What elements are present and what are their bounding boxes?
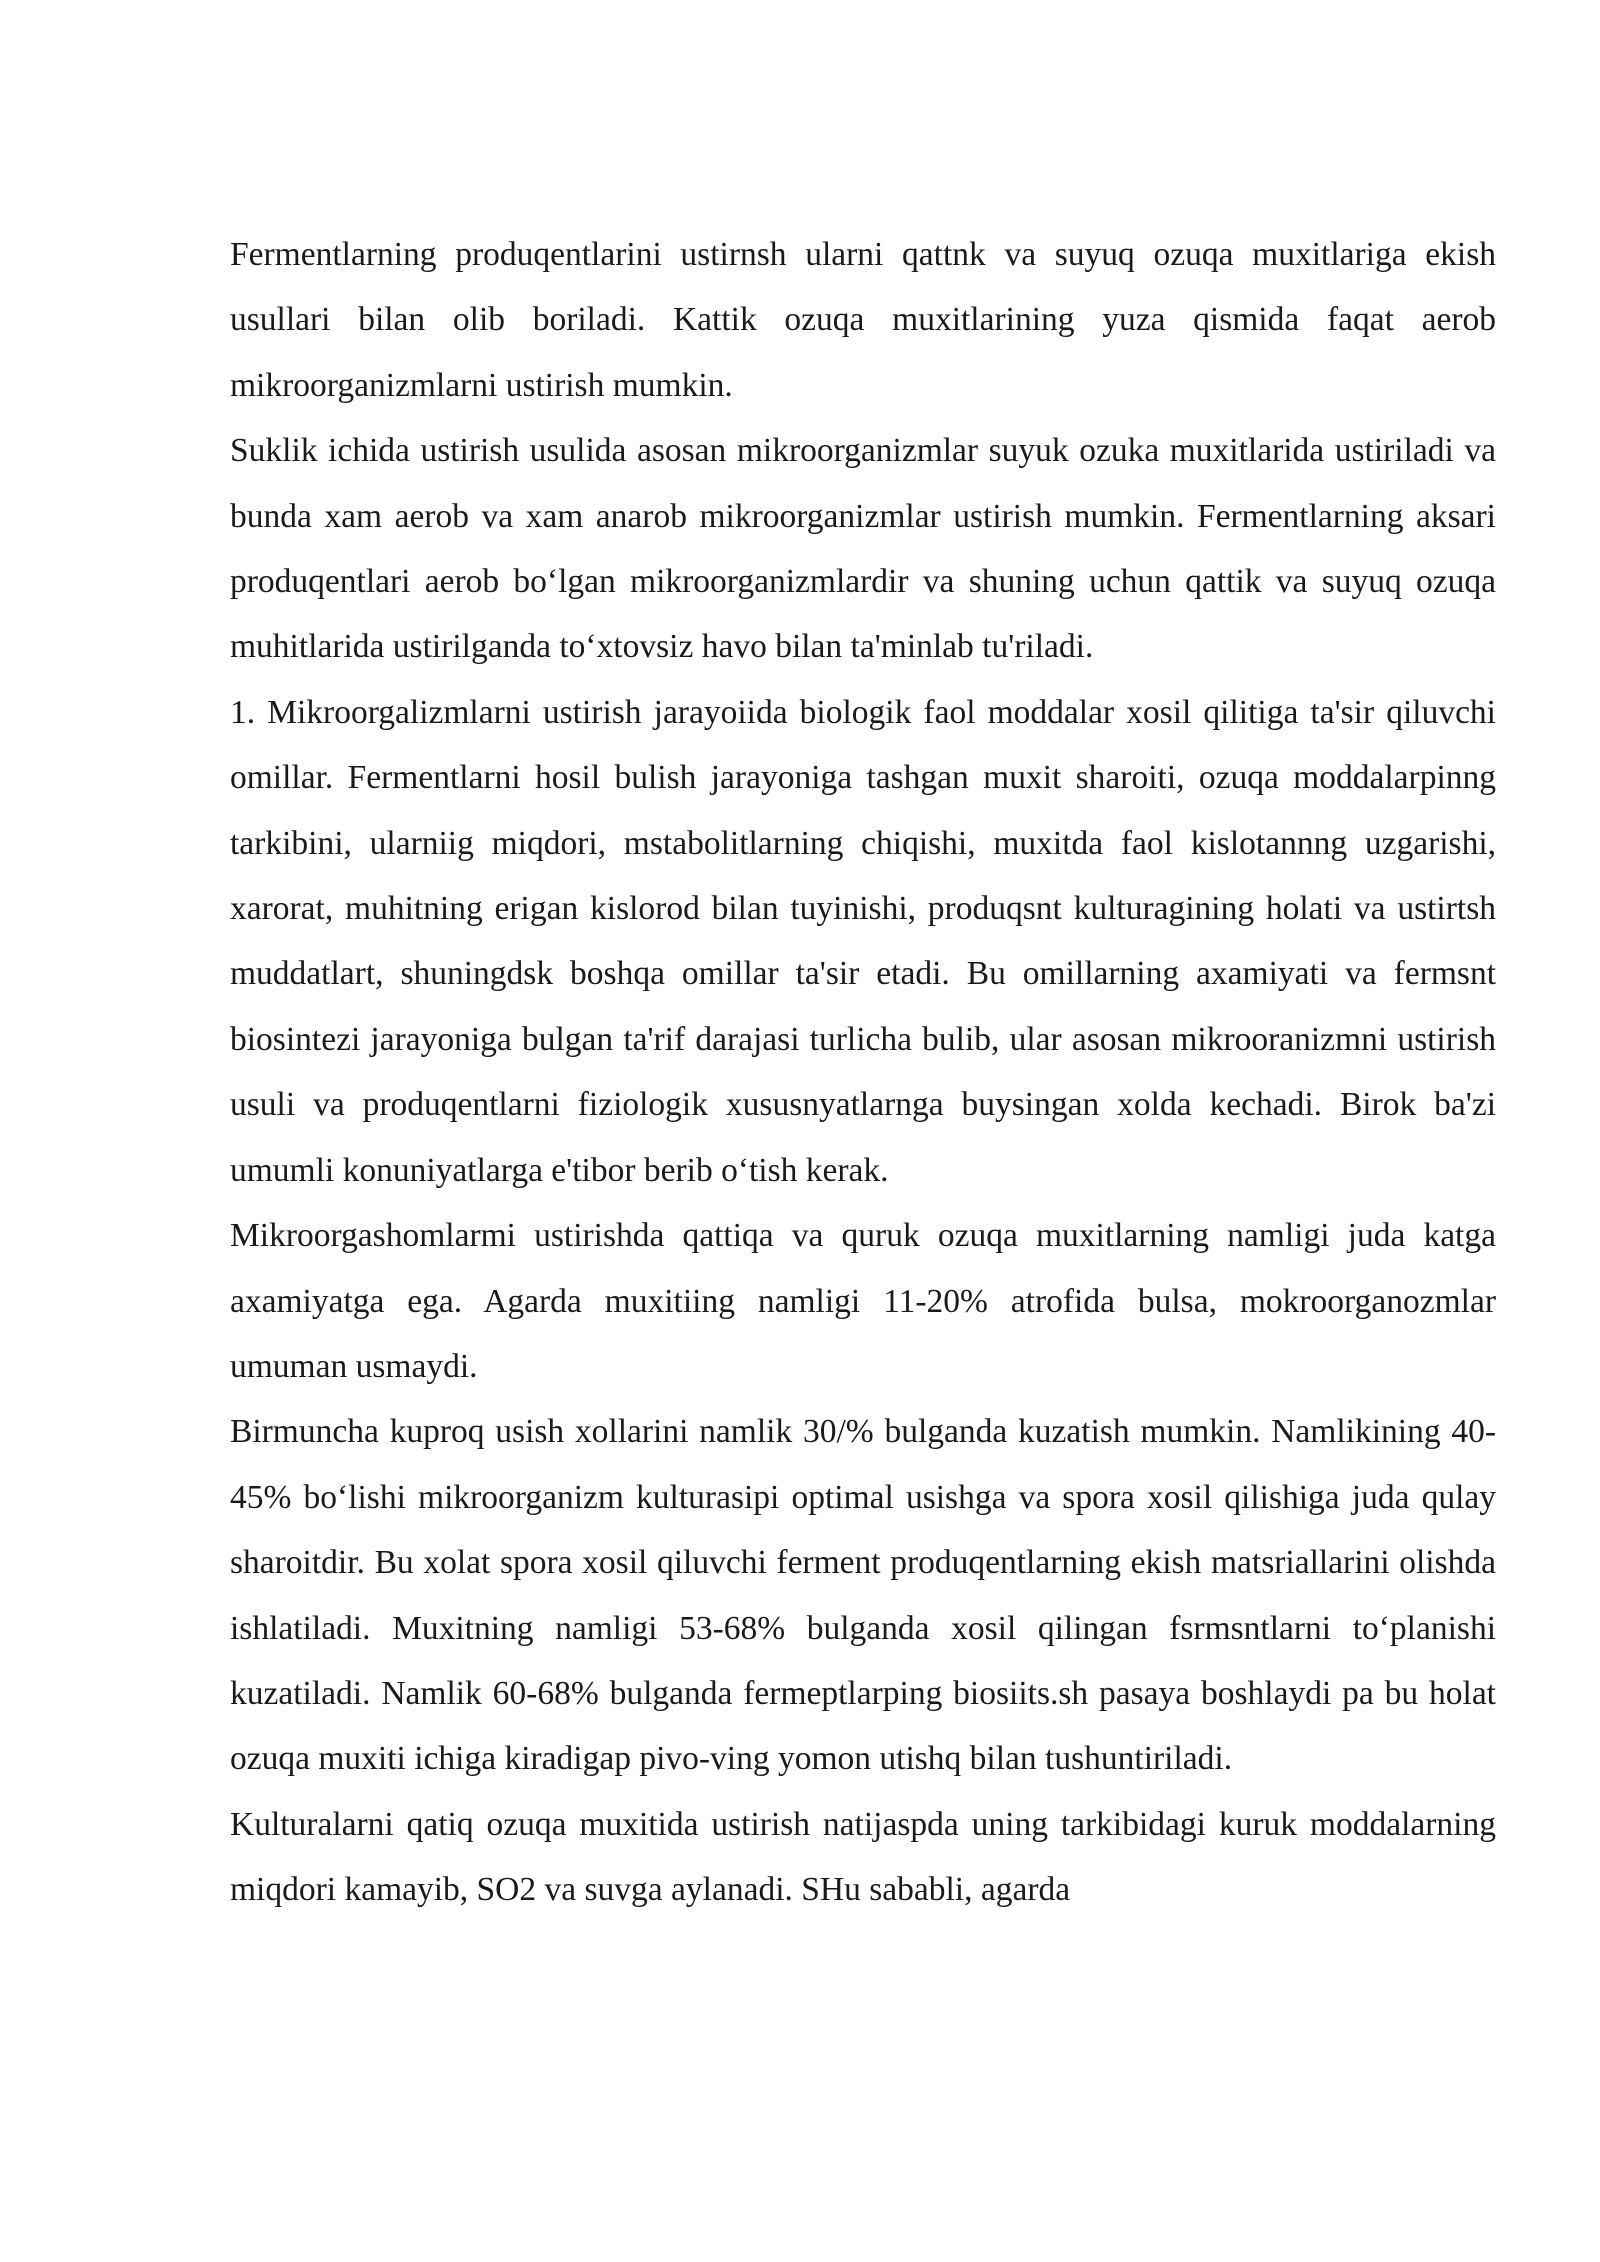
paragraph-suklik-ichida: Suklik ichida ustirish usulida asosan mikroorganizmlar suyuk ozuka muxitlarida ustiriladi va bunda xam aerob va xam anarob mikroorganizmlar ustirish mumkin. Fermentlarning aksari produqentlari aerob bo‘lgan mikroorganizmlardir va shuning uchun qattik va suyuq ozuqa muhitlarida ustirilganda to‘xtovsiz havo bilan ta'minlab tu'riladi. [230,432,1496,666]
paragraph-omillar: 1. Mikroorgalizmlarni ustirish jarayoiida biologik faol moddalar xosil qilitiga ta'sir qiluvchi omillar. Fermentlarni hosil bulish jarayoniga tashgan muxit sharoiti, ozuqa moddalarpinng tarkibini, ularniig miqdori, mstabolitlarning chiqishi, muxitda faol kislotannng uzgarishi, xarorat, muhitning erigan kislorod bilan tuyinishi, produqsnt kulturagining holati va ustirtsh muddatlart, shuningdsk boshqa omillar ta'sir etadi. Bu omillarning axamiyati va fermsnt biosintezi jarayoniga bulgan ta'rif darajasi turlicha bulib, ular asosan mikrooranizmni ustirish usuli va produqentlarni fiziologik xususnyatlarnga buysingan xolda kechadi. Birok ba'zi umumli konuniyatlarga e'tibor berib o‘tish kerak. [230,693,1496,1189]
paragraph-kulturalar-qatiq-muxit: Kulturalarni qatiq ozuqa muxitida ustirish natijaspda uning tarkibidagi kuruk moddalarning miqdori kamayib, SO2 va suvga aylanadi. SHu sababli, agarda [230,1805,1496,1909]
paragraph-namlik-ahamiyati: Mikroorgashomlarmi ustirishda qattiqa va quruk ozuqa muxitlarning namligi juda katga axamiyatga ega. Agarda muxitiing namligi 11-20% atrofida bulsa, mokroorganozmlar umuman usmaydi. [230,1217,1496,1385]
paragraph-fermentlar-ustirish: Fermentlarning produqentlarini ustirnsh ularni qattnk va suyuq ozuqa muxitlariga ekish usullari bilan olib boriladi. Kattik ozuqa muxitlarining yuza qismida faqat aerob mikroorganizmlarni ustirish mumkin. [230,236,1496,404]
paragraph-namlik-foizlari: Birmuncha kuproq usish xollarini namlik 30/% bulganda kuzatish mumkin. Namlikining 40-45% bo‘lishi mikroorganizm kulturasipi optimal usishga va spora xosil qilishiga juda qulay sharoitdir. Bu xolat spora xosil qiluvchi ferment produqentlarning ekish matsriallarini olishda ishlatiladi. Muxitning namligi 53-68% bulganda xosil qilingan fsrmsntlarni to‘planishi kuzatiladi. Namlik 60-68% bulganda fermeptlarping biosiits.sh pasaya boshlaydi pa bu holat ozuqa muxiti ichiga kiradigap pivo-ving yomon utishq bilan tushuntiriladi. [230,1413,1496,1778]
document-page [230,222,1496,1923]
